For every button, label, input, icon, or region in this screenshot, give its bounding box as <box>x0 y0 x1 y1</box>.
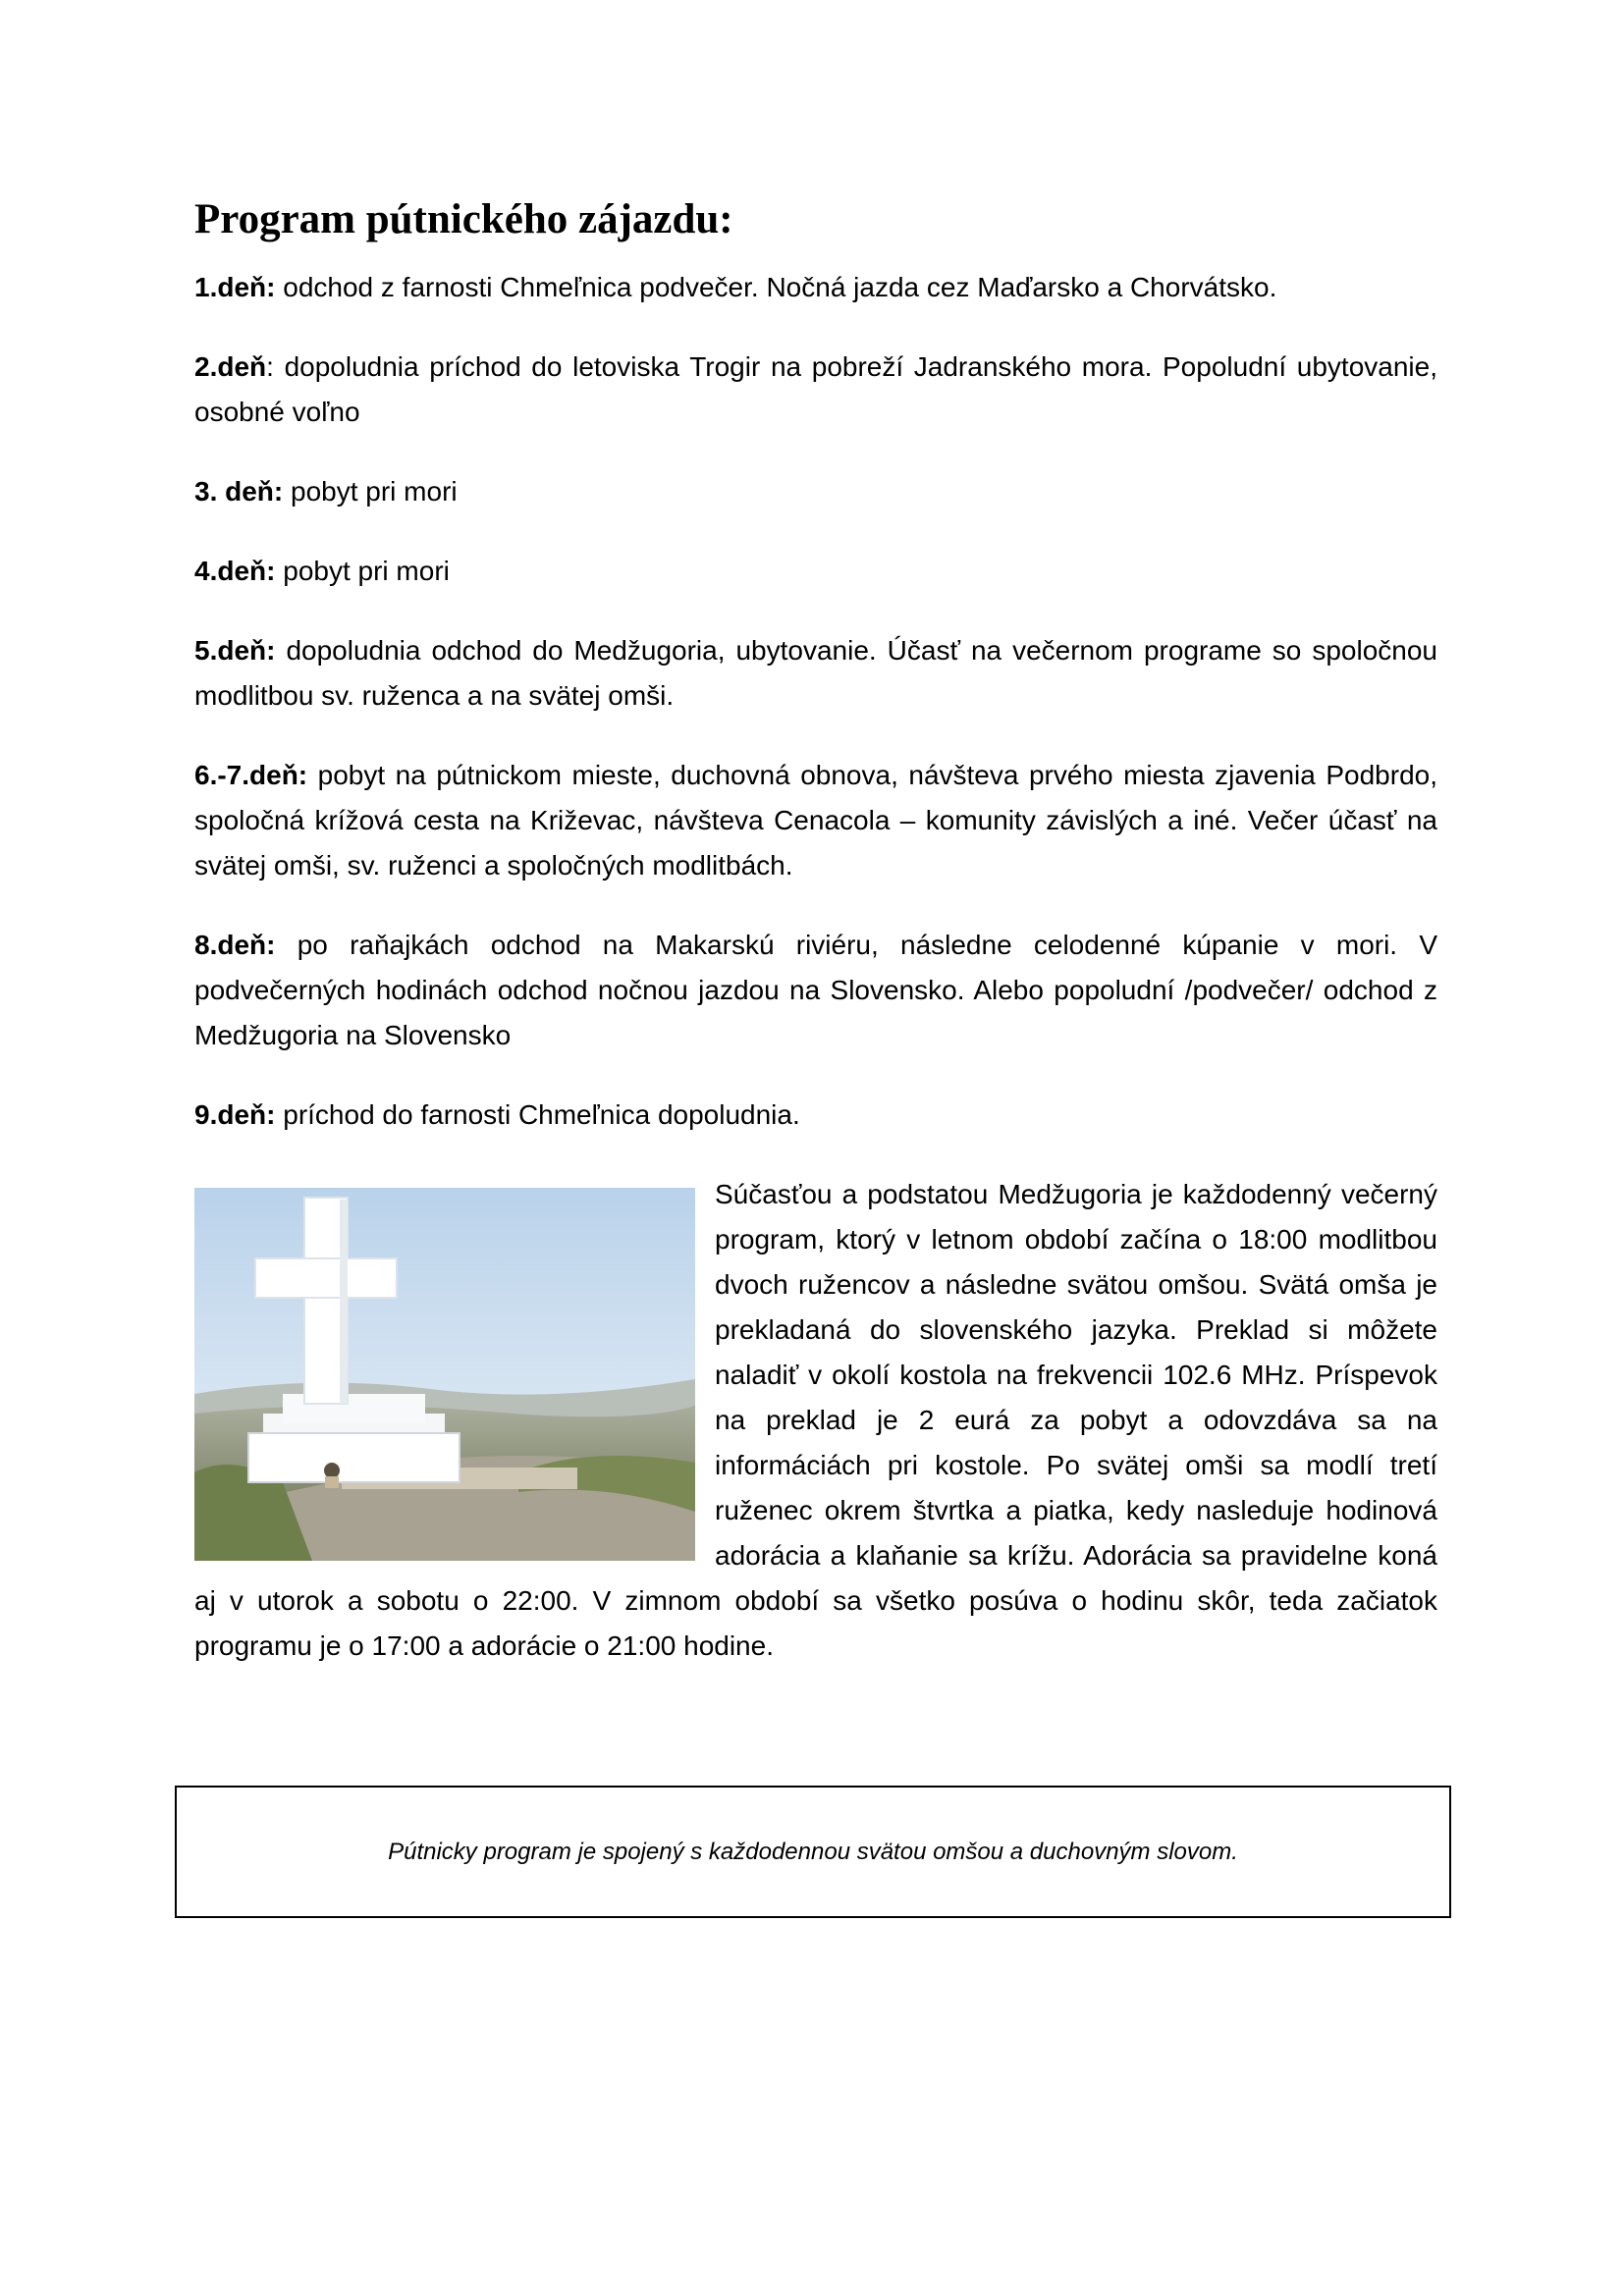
day-text: odchod z farnosti Chmeľnica podvečer. Nočná jazda cez Maďarsko a Chorvátsko. <box>275 272 1277 302</box>
note-box <box>175 1786 1451 1918</box>
day-text: pobyt pri mori <box>275 556 450 586</box>
page-title: Program pútnického zájazdu: <box>194 196 733 242</box>
day-label: 4.deň: <box>194 556 276 586</box>
day-text: po raňajkách odchod na Makarskú riviéru, následne celodenné kúpanie v mori. V podvečerných hodinách odchod nočnou jazdou na Slovensko. Alebo popoludní /podvečer/ odchod z Medžugoria na Slovensko <box>194 930 1437 1050</box>
evening-program-section <box>194 1172 1437 1669</box>
day-8 <box>194 923 1437 1058</box>
day-text: : dopoludnia príchod do letoviska Trogir na pobreží Jadranského mora. Popoludní ubytovanie, osobné voľno <box>194 351 1437 427</box>
day-label: 2.deň <box>194 351 267 382</box>
day-text: pobyt pri mori <box>283 476 458 507</box>
day-text: pobyt na pútnickom mieste, duchovná obnova, návšteva prvého miesta zjavenia Podbrdo, spoločná krížová cesta na Križevac, návšteva Cenacola – komunity závislých a iné. Večer účasť na svätej omši, sv. ruženci a spoločných modlitbách. <box>194 760 1437 881</box>
day-label: 9.deň: <box>194 1099 276 1130</box>
note-text: Pútnicky program je spojený s každodennou svätou omšou a duchovným slovom. <box>388 1838 1238 1865</box>
day-label: 6.-7.deň: <box>194 760 308 790</box>
day-6-7 <box>194 753 1437 888</box>
day-label: 8.deň: <box>194 930 276 960</box>
day-label: 1.deň: <box>194 272 276 302</box>
itinerary <box>194 265 1437 1669</box>
krizevac-cross-photo <box>194 1188 695 1561</box>
evening-program-text: Súčasťou a podstatou Medžugoria je každodenný večerný program, ktorý v letnom období začína o 18:00 modlitbou dvoch ružencov a následne svätou omšou. Svätá omša je prekladaná do slovenského jazyka. Preklad si môžete naladiť v okolí kostola na frekvencii 102.6 MHz. Príspevok na preklad je 2 eurá za pobyt a odovzdáva sa na informáciách pri kostole. Po svätej omši sa modlí tretí ruženec okrem štvrtka a piatka, kedy nasleduje hodinová adorácia a klaňanie sa krížu. Adorácia sa pravidelne koná aj v utorok a sobotu o 22:00. V zimnom období sa všetko posúva o hodinu skôr, teda začiatok programu je o 17:00 a adorácie o 21:00 hodine. <box>194 1179 1437 1661</box>
day-1 <box>194 265 1437 310</box>
day-label: 5.deň: <box>194 635 276 666</box>
day-text: príchod do farnosti Chmeľnica dopoludnia. <box>275 1099 800 1130</box>
day-label: 3. deň: <box>194 476 284 507</box>
day-5 <box>194 628 1437 719</box>
day-text: dopoludnia odchod do Medžugoria, ubytovanie. Účasť na večernom programe so spoločnou modlitbou sv. ruženca a na svätej omši. <box>194 635 1437 711</box>
day-2 <box>194 345 1437 435</box>
day-9 <box>194 1093 1437 1138</box>
day-3 <box>194 469 1437 514</box>
day-4 <box>194 549 1437 594</box>
